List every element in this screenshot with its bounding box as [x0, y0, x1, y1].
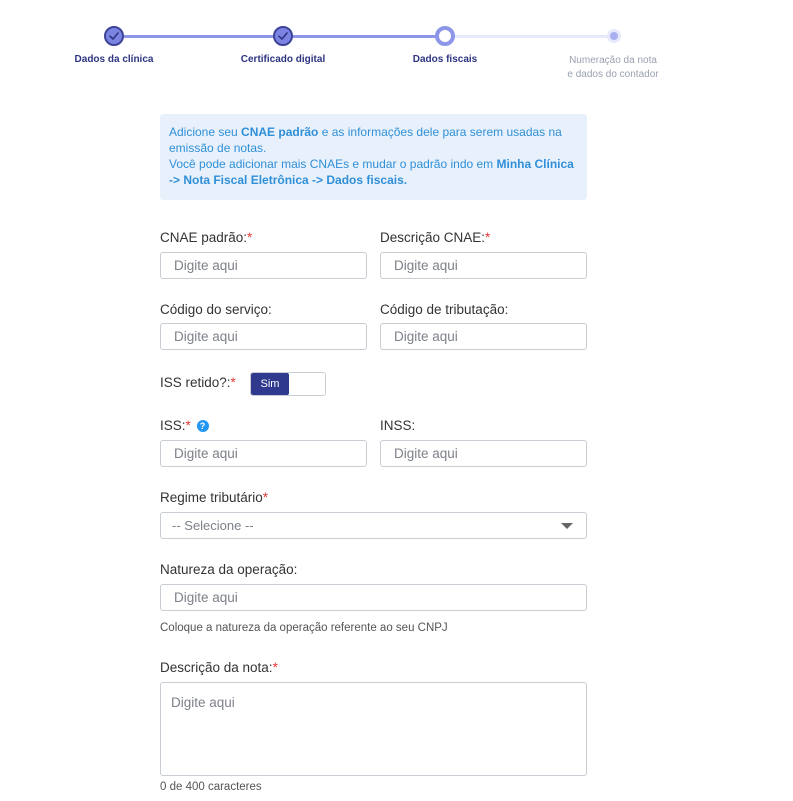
info-paragraph-2	[169, 156, 578, 188]
descricao-nota-label-text: Descrição da nota:	[160, 660, 273, 675]
required-mark: *	[262, 490, 269, 505]
step-3-label: Dados fiscais	[412, 54, 478, 65]
chevron-down-icon	[561, 523, 573, 529]
iss-retido-toggle-on: Sim	[251, 373, 289, 395]
iss-retido-toggle[interactable]	[250, 372, 326, 396]
step-4-label	[553, 54, 673, 82]
descricao-cnae-label	[380, 230, 490, 245]
info-text: Você pode adicionar mais CNAEs e mudar o padrão indo em	[169, 157, 497, 171]
iss-input[interactable]	[160, 440, 367, 467]
step-4-label-line2: e dados do contador	[567, 69, 659, 80]
help-icon[interactable]: ?	[197, 420, 209, 432]
natureza-label: Natureza da operação:	[160, 562, 298, 577]
codigo-servico-label: Código do serviço:	[160, 302, 272, 317]
step-1-check-icon[interactable]	[104, 26, 124, 46]
descricao-nota-textarea[interactable]	[160, 682, 587, 776]
iss-retido-label	[160, 375, 236, 390]
natureza-input[interactable]	[160, 584, 587, 611]
descricao-cnae-label-text: Descrição CNAE:	[380, 230, 486, 245]
required-mark: *	[185, 418, 191, 433]
natureza-hint: Coloque a natureza da operação referente ao seu CNPJ	[160, 622, 448, 634]
descricao-cnae-input[interactable]	[380, 252, 587, 279]
cnae-label-text: CNAE padrão:	[160, 230, 248, 245]
info-text: e as informações dele para serem usadas na emissão de notas.	[169, 125, 562, 155]
info-highlight-path: Minha Clínica -> Nota Fiscal Eletrônica -> Dados fiscais.	[169, 157, 574, 187]
codigo-servico-input[interactable]	[160, 323, 367, 350]
required-mark: *	[230, 375, 236, 390]
step-3-current-indicator[interactable]	[435, 26, 455, 46]
required-mark: *	[247, 230, 253, 245]
codigo-tributacao-label: Código de tributação:	[380, 302, 509, 317]
step-4-label-line1: Numeração da nota	[569, 55, 657, 66]
progress-stepper	[0, 0, 793, 90]
regime-label	[160, 490, 268, 505]
step-1-label: Dados da clínica	[74, 54, 154, 65]
step-4-pending-indicator	[607, 29, 621, 43]
step-2-check-icon[interactable]	[273, 26, 293, 46]
iss-retido-label-text: ISS retido?:	[160, 375, 231, 390]
inss-input[interactable]	[380, 440, 587, 467]
descricao-nota-label	[160, 660, 278, 675]
char-counter: 0 de 400 caracteres	[160, 781, 262, 793]
info-alert	[160, 114, 587, 200]
info-highlight-cnae: CNAE padrão	[241, 125, 319, 139]
step-2-label: Certificado digital	[240, 54, 326, 65]
required-mark: *	[485, 230, 491, 245]
cnae-label	[160, 230, 252, 245]
iss-label	[160, 418, 209, 433]
stepper-line-pending	[444, 35, 614, 38]
inss-label: INSS:	[380, 418, 416, 433]
info-paragraph-1	[169, 124, 578, 156]
iss-label-text: ISS:	[160, 418, 186, 433]
regime-select[interactable]	[160, 512, 587, 539]
codigo-tributacao-input[interactable]	[380, 323, 587, 350]
regime-label-text: Regime tributário	[160, 490, 263, 505]
info-text: Adicione seu	[169, 125, 242, 139]
required-mark: *	[272, 660, 278, 675]
cnae-input[interactable]	[160, 252, 367, 279]
regime-select-value: -- Selecione --	[172, 518, 254, 533]
